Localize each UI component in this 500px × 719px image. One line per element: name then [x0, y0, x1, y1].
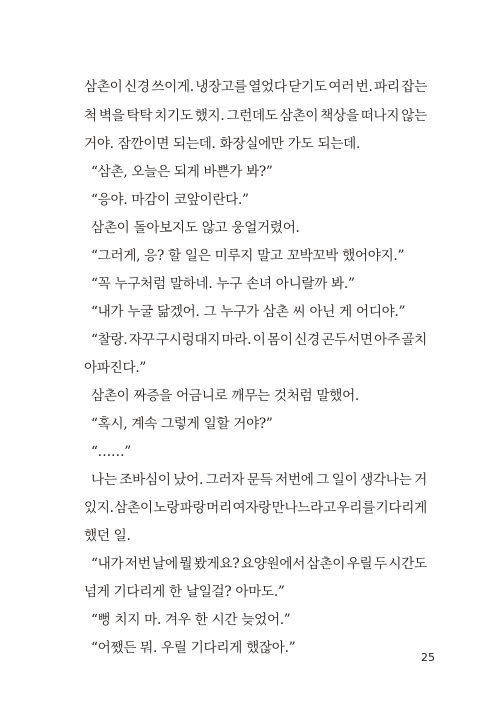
word: 번. — [355, 79, 373, 95]
word: 닫기도 — [288, 79, 327, 95]
word: 냉장고를 — [195, 79, 247, 95]
word: 두 — [373, 556, 387, 572]
word: 일이 — [331, 472, 358, 488]
word: 탁탁 — [126, 108, 153, 124]
body-line — [91, 554, 427, 574]
word: 척 — [84, 108, 97, 124]
word: 삼촌이 — [279, 108, 319, 124]
word: 구시렁대지 — [155, 332, 221, 348]
word: 마라. — [221, 332, 252, 348]
word: 날에 — [152, 556, 178, 572]
word: 벽을 — [98, 108, 125, 124]
word: 이 — [252, 332, 266, 348]
body-line: “어쨌든 뭐. 우릴 기다리게 했잖아.” — [91, 640, 296, 656]
body-line — [84, 106, 427, 126]
word: 그 — [316, 472, 330, 488]
word: 삼촌이 — [84, 79, 123, 95]
word: 떠나지 — [360, 108, 400, 124]
word: 파랑 — [179, 500, 206, 516]
word: 여자랑 — [232, 500, 271, 516]
word: 뭘 — [179, 556, 193, 572]
word: 잡는 — [401, 79, 427, 95]
word: 삼촌이 — [114, 500, 153, 516]
body-line: “삼촌, 오늘은 되게 바쁜가 봐?” — [91, 164, 273, 180]
word: 치기도 — [154, 108, 193, 124]
word: 조바심이 — [119, 472, 171, 488]
word: 책상을 — [320, 108, 359, 124]
word: 났어. — [173, 472, 203, 488]
word: 만나느라고 — [271, 500, 336, 516]
word: 곤두서면 — [321, 332, 373, 348]
body-line: 넘게 기다리게 한 날일걸? 아마도.” — [84, 584, 285, 600]
word: 머리 — [206, 500, 232, 516]
body-line: “혹시, 계속 그렇게 일할 거야?” — [91, 416, 273, 432]
word: 봤게요? — [193, 556, 240, 572]
word: 그런데도 — [226, 108, 278, 124]
body-line: “꼭 누구처럼 말하네. 누구 손녀 아니랄까 봐.” — [91, 276, 355, 292]
word: 파리 — [374, 79, 400, 95]
word: 노랑 — [153, 500, 180, 516]
word: 기다리게 — [375, 500, 427, 516]
word: 신경 — [294, 332, 320, 348]
body-line — [91, 330, 427, 350]
word: 거 — [414, 472, 427, 488]
word: 열었다 — [248, 79, 287, 95]
body-line: “뻥 치지 마. 겨우 한 시간 늦었어.” — [91, 612, 291, 628]
body-line: “응야. 마감이 코앞이란다.” — [91, 192, 249, 208]
body-line: 아파진다.” — [84, 360, 146, 376]
word: 아주 — [374, 332, 400, 348]
word: 우릴 — [346, 556, 373, 572]
word: 저번 — [124, 556, 151, 572]
word: 골치 — [401, 332, 427, 348]
word: 있지. — [84, 500, 114, 516]
page-number: 25 — [421, 651, 435, 664]
word: 않는 — [401, 108, 427, 124]
word: 여러 — [328, 79, 355, 95]
word: 삼촌이 — [306, 556, 346, 572]
word: 몸이 — [267, 332, 293, 348]
body-line: “……” — [91, 444, 131, 460]
word: 우리를 — [336, 500, 375, 516]
body-line: “내가 누굴 닮겠어. 그 누구가 삼촌 씨 아닌 게 어디야.” — [91, 304, 406, 320]
body-line — [84, 498, 427, 518]
word: “내가 — [91, 556, 124, 572]
body-line: “그러게, 응? 할 일은 미루지 말고 꼬박꼬박 했어야지.” — [91, 248, 405, 264]
word: 요양원에서 — [240, 556, 306, 572]
word: 문득 — [246, 472, 273, 488]
body-line: 삼촌이 짜증을 어금니로 깨무는 것처럼 말했어. — [91, 388, 359, 404]
body-line: 거야. 잠깐이면 되는데. 화장실에만 가도 되는데. — [84, 136, 360, 152]
word: 신경 — [124, 79, 150, 95]
body-line — [91, 470, 427, 490]
body-line: 삼촌이 돌아보지도 않고 웅얼거렸어. — [91, 220, 300, 236]
word: 생각나는 — [360, 472, 412, 488]
word: 저번에 — [275, 472, 314, 488]
word: 시간도 — [388, 556, 427, 572]
word: 자꾸 — [128, 332, 155, 348]
word: 쓰이게. — [151, 79, 194, 95]
body-line — [84, 77, 427, 97]
word: “찰랑. — [91, 332, 128, 348]
word: 그러자 — [205, 472, 245, 488]
body-line: 했던 일. — [84, 528, 131, 544]
word: 나는 — [91, 472, 117, 488]
word: 했지. — [194, 108, 225, 124]
